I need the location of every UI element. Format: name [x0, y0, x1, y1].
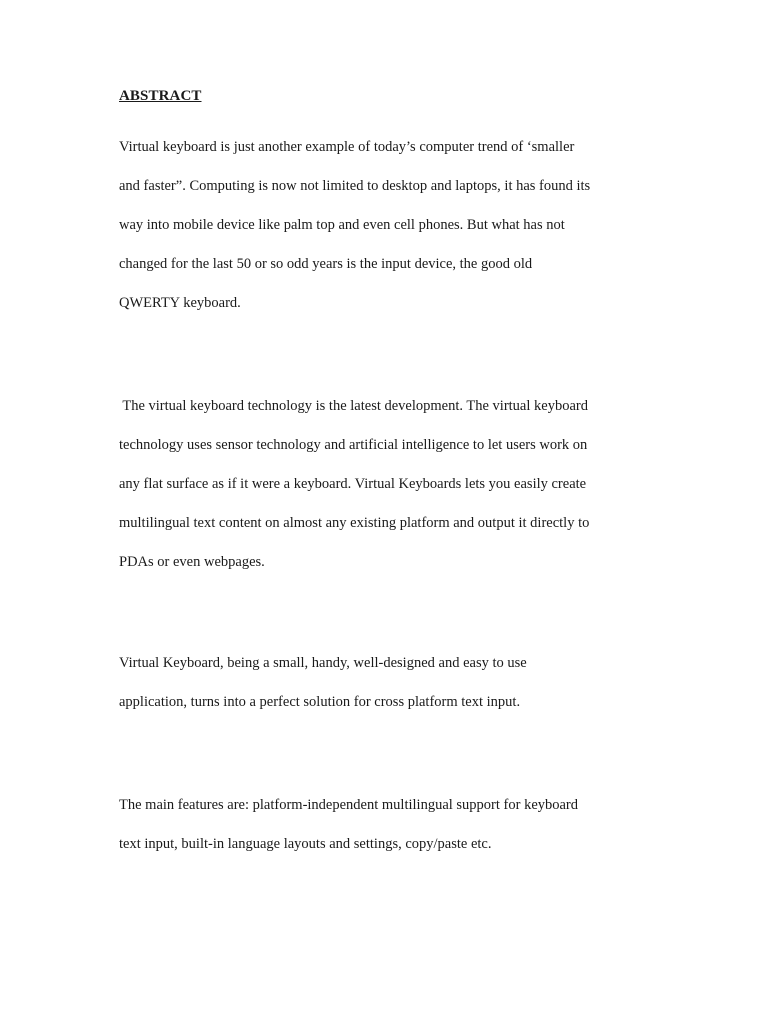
paragraph-line: text input, built-in language layouts and settings, copy/paste etc.	[119, 836, 492, 852]
paragraph-application	[119, 644, 649, 722]
paragraph-line: and faster”. Computing is now not limited to desktop and laptops, it has found its	[119, 178, 591, 194]
abstract-heading: ABSTRACT	[119, 88, 202, 104]
paragraph-line: any flat surface as if it were a keyboard. Virtual Keyboards lets you easily create	[119, 476, 587, 492]
paragraph-line: application, turns into a perfect solution for cross platform text input.	[119, 694, 521, 710]
paragraph-line: QWERTY keyboard.	[119, 295, 241, 311]
paragraph-line: The main features are: platform-independent multilingual support for keyboard	[119, 797, 579, 813]
paragraph-line: PDAs or even webpages.	[119, 554, 265, 570]
paragraph-line: multilingual text content on almost any existing platform and output it directly to	[119, 515, 590, 531]
paragraph-technology	[119, 387, 649, 582]
paragraph-line: Virtual keyboard is just another example of today’s computer trend of ‘smaller	[119, 139, 575, 155]
paragraph-line: changed for the last 50 or so odd years is the input device, the good old	[119, 256, 533, 272]
paragraph-features	[119, 786, 649, 864]
paragraph-line: Virtual Keyboard, being a small, handy, well-designed and easy to use	[119, 655, 527, 671]
paragraph-intro	[119, 128, 649, 323]
paragraph-line: technology uses sensor technology and artificial intelligence to let users work on	[119, 437, 588, 453]
paragraph-line: The virtual keyboard technology is the latest development. The virtual keyboard	[119, 398, 588, 414]
paragraph-line: way into mobile device like palm top and even cell phones. But what has not	[119, 217, 565, 233]
